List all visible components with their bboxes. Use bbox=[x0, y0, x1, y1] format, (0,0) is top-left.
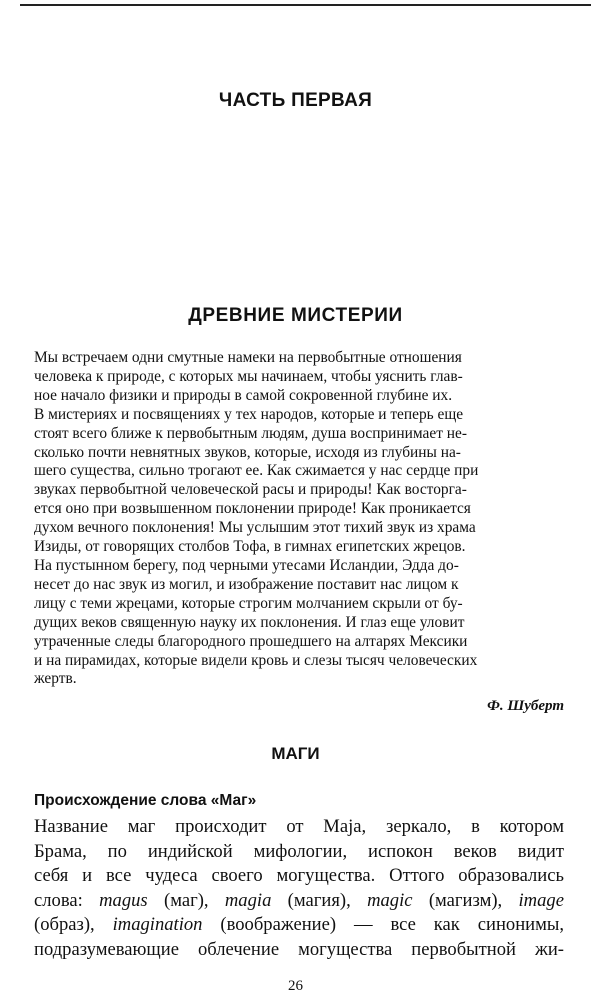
epigraph-line-last: жертв. bbox=[34, 670, 77, 688]
epigraph-line: На пустынном берегу, под черными утесами Исландии, Эдда до- bbox=[34, 556, 459, 574]
body-line bbox=[34, 889, 564, 914]
epigraph-line: утраченные следы благородного прошедшего на алтарях Мексики bbox=[34, 632, 468, 650]
body-text-fragment: слова: bbox=[34, 889, 100, 911]
epigraph-line: стоят всего ближе к первобытным людям, душа воспринимает не- bbox=[34, 424, 467, 442]
epigraph-line: человека к природе, с которых мы начинаем, чтобы уяснить глав- bbox=[34, 367, 463, 385]
term-magic: magic bbox=[367, 889, 413, 911]
epigraph-line: Изиды, от говорящих столбов Тофа, в гимнах египетских жрецов. bbox=[34, 538, 466, 556]
body-line bbox=[34, 913, 564, 938]
term-imagination: imagination bbox=[112, 914, 203, 936]
top-rule bbox=[20, 4, 591, 6]
epigraph-line: духом вечного поклонения! Мы услышим этот тихий звук из храма bbox=[34, 519, 476, 537]
epigraph-line: ется оно при возвышенном поклонении природе! Как проникается bbox=[34, 500, 471, 518]
epigraph-line: шего существа, сильно трогают ее. Как сжимается у нас сердце при bbox=[34, 462, 479, 480]
page-number: 26 bbox=[288, 978, 303, 994]
epigraph-line: В мистериях и посвящениях у тех народов, которые и теперь еще bbox=[34, 405, 464, 423]
chapter-title: ДРЕВНИЕ МИСТЕРИИ bbox=[188, 305, 403, 326]
epigraph-line: Мы встречаем одни смутные намеки на первобытные отношения bbox=[34, 349, 462, 366]
body-text-fragment: (воображение) — все как синонимы, bbox=[202, 914, 564, 936]
term-magus: magus bbox=[99, 889, 148, 911]
epigraph-line: дущих веков священную науку их поклонения. И глаз еще уловит bbox=[34, 613, 465, 631]
part-title: ЧАСТЬ ПЕРВАЯ bbox=[218, 90, 373, 111]
body-paragraph bbox=[34, 815, 564, 963]
epigraph-line: лицу с теми жрецами, которые строгим молчанием скрыли от бу- bbox=[34, 594, 463, 612]
body-line-text: Название маг происходит от Maja, зеркало, в котором bbox=[34, 816, 564, 837]
epigraph-line: сколько почти невнятных звуков, которые, исходя из глубины на- bbox=[34, 443, 461, 461]
section-title: МАГИ bbox=[271, 744, 320, 763]
epigraph-author: Ф. Шуберт bbox=[487, 698, 564, 714]
epigraph-line: несет до нас звук из могил, и изображение поставит нас лицом к bbox=[34, 575, 459, 593]
subsection-title: Происхождение слова «Маг» bbox=[34, 792, 257, 809]
body-text-fragment: (маг), bbox=[147, 889, 225, 911]
epigraph-line: и на пирамидах, которые видели кровь и слезы тысяч человеческих bbox=[34, 651, 478, 669]
body-text-fragment: (магизм), bbox=[412, 889, 519, 911]
body-line: Брама, по индийской мифологии, испокон веков видит bbox=[34, 840, 564, 862]
epigraph bbox=[34, 349, 564, 689]
term-image: image bbox=[518, 889, 564, 911]
body-text-fragment: (магия), bbox=[271, 889, 368, 911]
body-line: себя и все чудеса своего могущества. Оттого образовались bbox=[34, 865, 564, 887]
epigraph-line: звуках первобытной человеческой расы и природы! Как восторга- bbox=[34, 481, 467, 499]
term-magia: magia bbox=[224, 889, 272, 911]
body-line: подразумевающие облечение могущества первобытной жи- bbox=[34, 938, 564, 960]
body-text-fragment: (образ), bbox=[34, 914, 113, 936]
epigraph-line: ное начало физики и природы в самой сокровенной глубине их. bbox=[34, 386, 453, 404]
body-line bbox=[34, 815, 564, 840]
